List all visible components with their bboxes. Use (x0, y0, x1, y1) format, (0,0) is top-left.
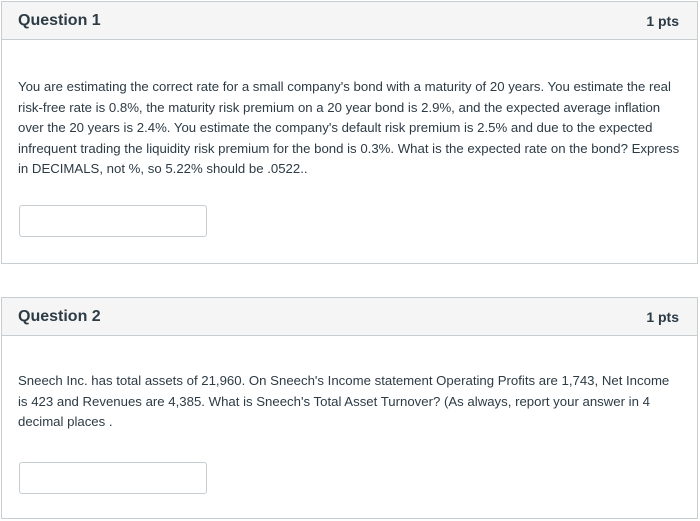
question-text: Sneech Inc. has total assets of 21,960. On Sneech's Income statement Operating Profits are 1,743, Net Income is 423 and Revenues are 4,385. What is Sneech's Total Asset Turnover? (As always, report your answer in 4 decimal places . (18, 373, 670, 429)
question-points: 1 pts (646, 308, 679, 325)
question-title: Question 2 (18, 307, 101, 325)
question-card-1 (1, 1, 698, 264)
question-title: Question 1 (18, 11, 101, 29)
question-body (2, 77, 697, 180)
question-header (2, 298, 697, 336)
question-body (2, 371, 697, 433)
question-header (2, 2, 697, 40)
answer-input[interactable] (19, 462, 207, 494)
question-text: You are estimating the correct rate for a small company's bond with a maturity of 20 years. You estimate the real risk-free rate is 0.8%, the maturity risk premium on a 20 year bond is 2.9%, and the expected average inflation over the 20 years is 2.4%. You estimate the company's default risk premium is 2.5% and due to the expected infrequent trading the liquidity risk premium for the bond is 0.3%. What is the expected rate on the bond? Express in DECIMALS, not %, so 5.22% should be .0522.. (18, 79, 680, 176)
question-card-2 (1, 297, 698, 519)
question-points: 1 pts (646, 12, 679, 29)
answer-input[interactable] (19, 205, 207, 237)
